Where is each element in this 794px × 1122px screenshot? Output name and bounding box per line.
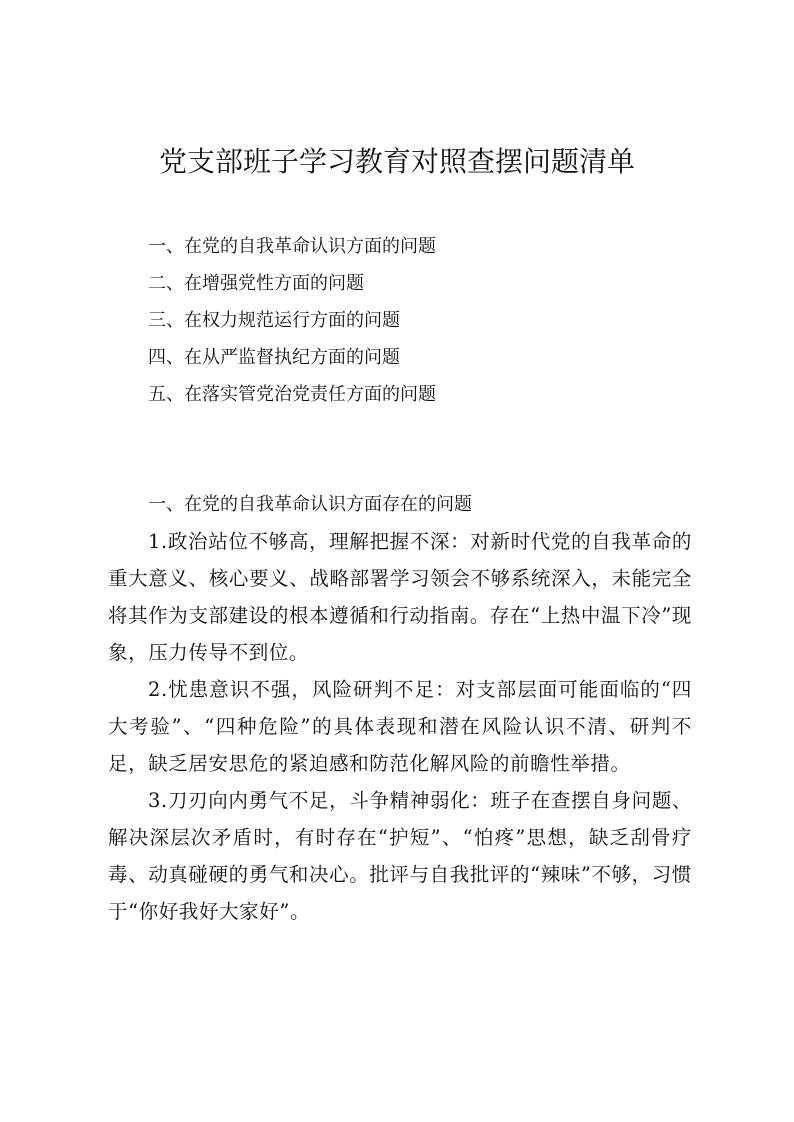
- toc-item: 五、在落实管党治党责任方面的问题: [148, 384, 436, 405]
- paragraph: 1.政治站位不够高，理解把握不深：对新时代党的自我革命的重大意义、核心要义、战略部署学习领会不够系统深入，未能完全将其作为支部建设的根本遵循和行动指南。存在“上热中温下冷”现象，压力传导不到位。: [108, 530, 692, 664]
- toc-item: 一、在党的自我革命认识方面的问题: [148, 236, 436, 257]
- toc-item: 三、在权力规范运行方面的问题: [148, 310, 400, 331]
- section-body: [108, 523, 692, 930]
- section-heading: 一、在党的自我革命认识方面存在的问题: [148, 494, 472, 515]
- paragraph: 3.刀刃向内勇气不足，斗争精神弱化：班子在查摆自身问题、解决深层次矛盾时，有时存在“护短”、“怕疼”思想，缺乏刮骨疗毒、动真碰硬的勇气和决心。批评与自我批评的“辣味”不够，习惯于“你好我好大家好”。: [108, 789, 692, 923]
- document-title: 党支部班子学习教育对照查摆问题清单: [158, 145, 635, 178]
- table-of-contents: [148, 228, 436, 413]
- paragraph: 2.忧患意识不强，风险研判不足：对支部层面可能面临的“四大考验”、“四种危险”的具体表现和潜在风险认识不清、研判不足，缺乏居安思危的紧迫感和防范化解风险的前瞻性举措。: [108, 678, 692, 775]
- toc-item: 二、在增强党性方面的问题: [148, 273, 364, 294]
- toc-item: 四、在从严监督执纪方面的问题: [148, 347, 400, 368]
